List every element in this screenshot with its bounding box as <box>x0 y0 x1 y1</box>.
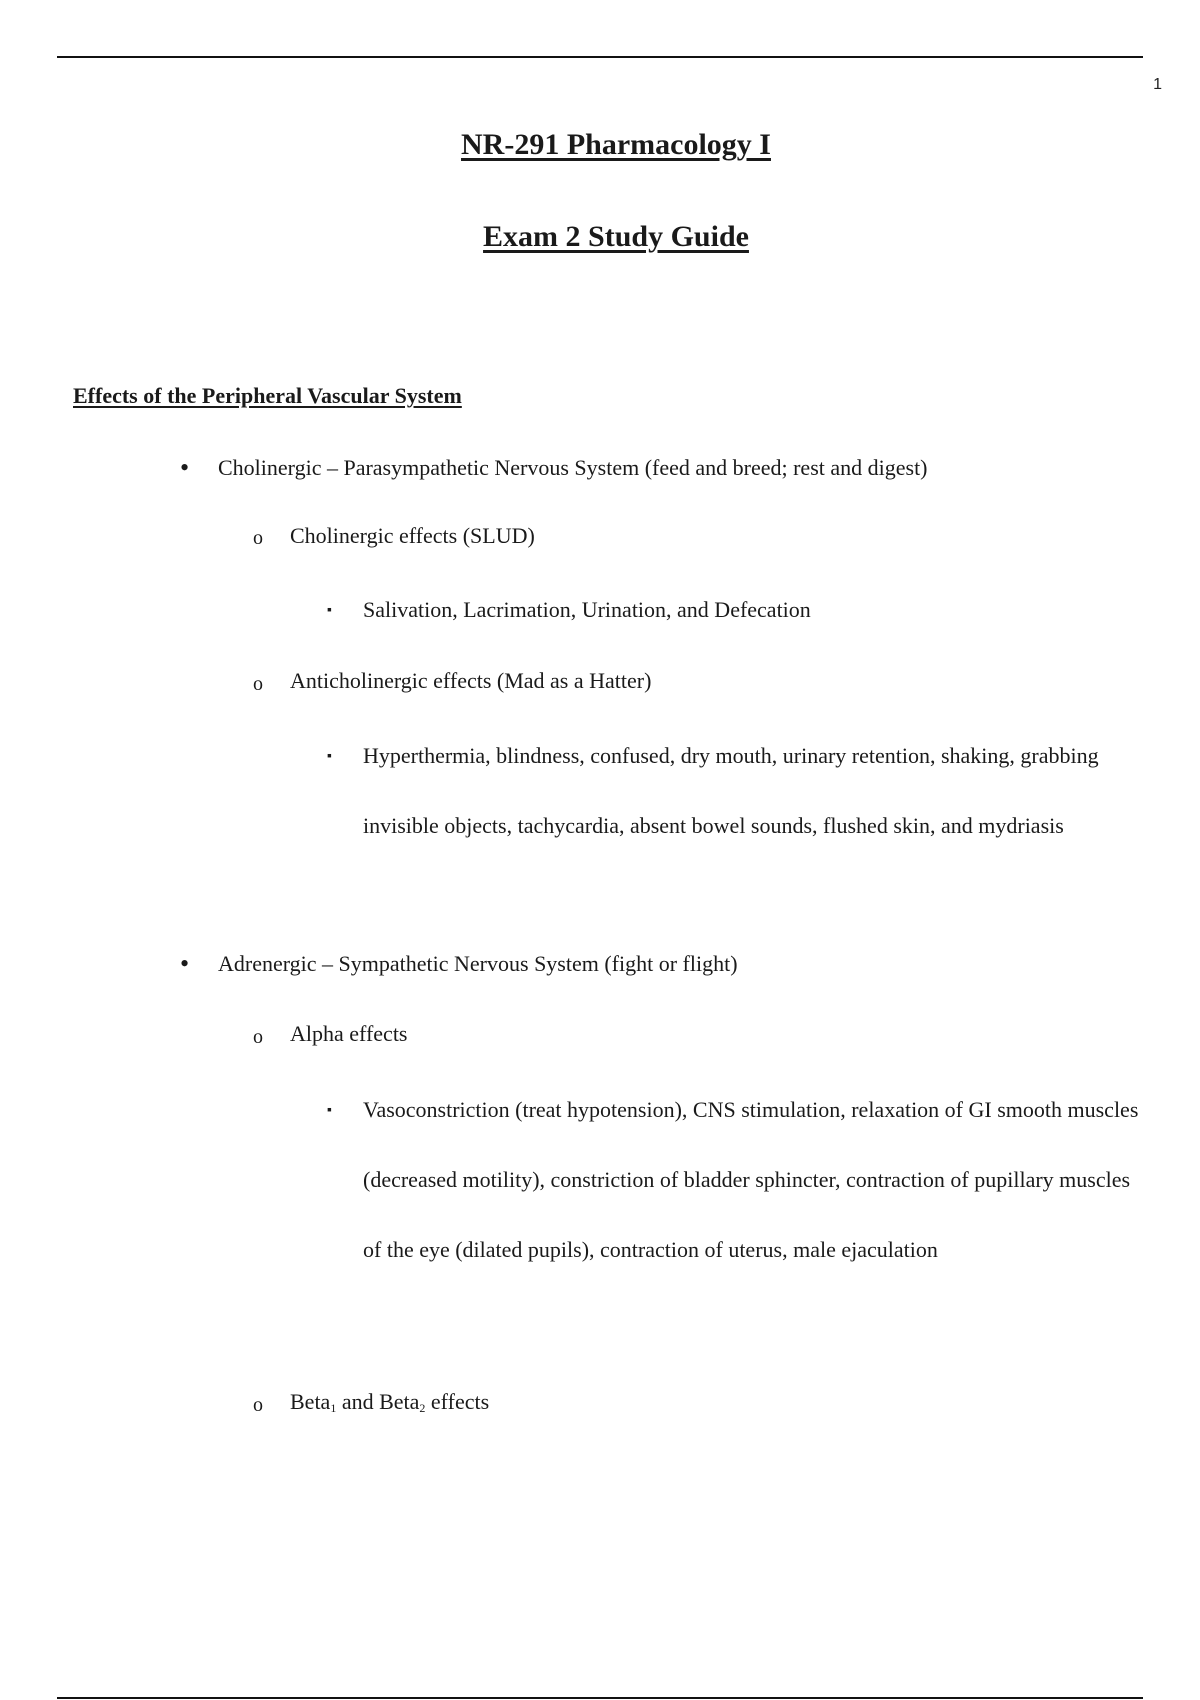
beta-tail: effects <box>425 1389 490 1414</box>
beta-subscript: 1 <box>330 1401 337 1415</box>
circle-marker: o <box>253 1026 263 1048</box>
list-item-anticholinergic-effects: Anticholinergic effects (Mad as a Hatter) <box>290 668 652 693</box>
document-subtitle: Exam 2 Study Guide <box>483 220 749 253</box>
page-number: 1 <box>1153 76 1162 93</box>
square-marker: ▪ <box>327 603 332 618</box>
list-item-cholinergic-effects: Cholinergic effects (SLUD) <box>290 523 535 548</box>
beta-and: and <box>336 1389 380 1414</box>
list-item-cholinergic: Cholinergic – Parasympathetic Nervous System (feed and breed; rest and digest) <box>218 455 928 480</box>
list-item-anticholinergic-detail: Hyperthermia, blindness, confused, dry mouth, urinary retention, shaking, grabbing invisible objects, tachycardia, absent bowel sounds, flushed skin, and mydriasis <box>363 743 1099 838</box>
document-title: NR-291 Pharmacology I <box>461 128 771 161</box>
circle-marker: o <box>253 1394 263 1416</box>
bullet-marker: • <box>180 453 190 482</box>
section-heading: Effects of the Peripheral Vascular System <box>73 383 462 408</box>
footer-rule <box>57 1697 1143 1699</box>
list-item-alpha-effects: Alpha effects <box>290 1021 408 1046</box>
beta-subscript: 2 <box>419 1401 426 1415</box>
list-item-slud-detail: Salivation, Lacrimation, Urination, and Defecation <box>363 597 811 622</box>
square-marker: ▪ <box>327 749 332 764</box>
header-rule <box>57 56 1143 58</box>
list-item-adrenergic: Adrenergic – Sympathetic Nervous System (fight or flight) <box>218 951 738 976</box>
circle-marker: o <box>253 673 263 695</box>
square-marker: ▪ <box>327 1103 332 1118</box>
beta-word: Beta <box>379 1389 420 1414</box>
list-item-beta-effects <box>290 1391 489 1414</box>
bullet-marker: • <box>180 949 190 978</box>
circle-marker: o <box>253 527 263 549</box>
beta-word: Beta <box>290 1389 331 1414</box>
list-item-alpha-detail: Vasoconstriction (treat hypotension), CNS stimulation, relaxation of GI smooth muscles (decreased motility), constriction of bladder sphincter, contraction of pupillary muscles of the eye (dilated pupils), contraction of uterus, male ejaculation <box>363 1097 1139 1262</box>
